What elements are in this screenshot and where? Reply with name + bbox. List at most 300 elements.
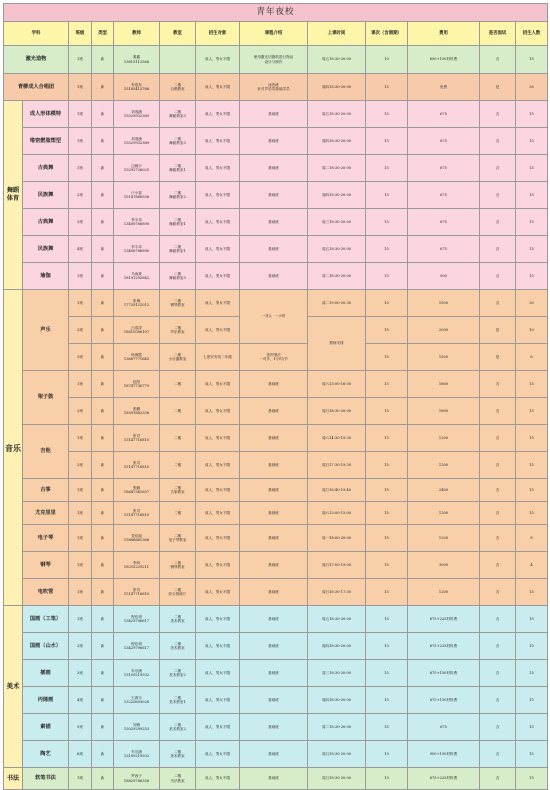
time-cell: 周二18:30-20:00 [308,263,366,290]
col-room: 教室 [160,22,196,46]
fee-cell: 675+150材料费 [408,660,480,687]
sessions-cell: 15 [366,236,408,263]
quota-cell: 15 [516,741,548,768]
category-music: 音乐 [4,290,23,606]
fee-cell: 1500 [408,290,480,317]
target-cell: 成人、男女不限 [196,46,240,74]
type-cell: 新 [92,263,114,290]
interview-cell: 是 [480,344,516,371]
time-cell: 周五18:30-20:00 [308,101,366,128]
intro-cell: 一对2、一小时 [240,290,308,344]
room-cell: 二楼 舞蹈教室1 [160,155,196,182]
room-cell: 二楼 电子琴教室 [160,525,196,552]
quota-cell: 15 [516,263,548,290]
intro-cell: 基础班 [240,633,308,660]
quota-cell: 15 [516,579,548,606]
col-time: 上课时间 [308,22,366,46]
class-cell: 1班 [69,74,92,101]
table-row [4,525,548,552]
interview-cell: 否 [480,552,516,579]
col-quota: 招生人数 [516,22,548,46]
subject-cell: 古典舞 [23,209,69,236]
table-row [4,633,548,660]
target-cell: 成人、男女不限 [196,155,240,182]
target-cell: 成人、男女不限 [196,101,240,128]
class-cell: 3班 [69,344,92,371]
subject-cell: 尤克里里 [23,502,69,525]
target-cell: 成人、男女不限 [196,552,240,579]
room-cell: 二楼 舞蹈教室1 [160,209,196,236]
sessions-cell: 15 [366,101,408,128]
type-cell: 新 [92,182,114,209]
time-cell: 周五18:30-20:00 [308,46,366,74]
time-cell: 周日17:30-19:30 [308,452,366,479]
sessions-cell: 15 [366,344,408,371]
target-cell: 成人、男女不限 [196,317,240,344]
teacher-cell: 张鹏 18647341657 [114,479,160,502]
sessions-cell: 15 [366,479,408,502]
class-cell: 6班 [69,741,92,768]
room-cell: 二楼 书法教室 [160,768,196,790]
type-cell: 新 [92,687,114,714]
class-cell: 1班 [69,479,92,502]
interview-cell: 否 [480,128,516,155]
intro-cell: 基础班 [240,660,308,687]
teacher-cell: 杨海霞 13687771643 [114,344,160,371]
time-cell: 周三18:30-20:00 [308,660,366,687]
subject-cell: 成人形体模特 [23,101,69,128]
fee-cell: 675 [408,714,480,741]
interview-cell: 否 [480,502,516,525]
class-cell: 2班 [69,633,92,660]
subject-cell: 电吹管 [23,579,69,606]
fee-cell: 2400 [408,479,480,502]
fee-cell: 1200 [408,579,480,606]
subject-cell: 陶艺 [23,741,69,768]
intro-cell: 基础班 [240,425,308,452]
category-art: 美术 [4,606,23,768]
subject-cell: 国画（山水） [23,633,69,660]
target-cell: 成人、男女不限 [196,525,240,552]
class-cell: 1班 [69,579,92,606]
interview-cell: 否 [480,182,516,209]
quota-cell: 15 [516,660,548,687]
subject-cell: 声乐 [23,290,69,371]
room-cell: 二楼 合唱教室 [160,74,196,101]
teacher-cell: 边翰宇 15292726025 [114,155,160,182]
quota-cell: 15 [516,714,548,741]
sessions-cell: 15 [366,741,408,768]
quota-cell: 15 [516,479,548,502]
type-cell: 新 [92,290,114,317]
target-cell: 成人、男女不限 [196,714,240,741]
quota-cell: 6 [516,344,548,371]
intro-cell: 基础班 [240,398,308,425]
target-cell: 成人、男女不限 [196,236,240,263]
fee-cell: 1200 [408,452,480,479]
sessions-cell: 10 [366,46,408,74]
room-cell: 二楼 美术教室 [160,633,196,660]
target-cell: 成人、男女不限 [196,209,240,236]
intro-cell: 基础班 [240,768,308,790]
room-cell: 二楼 小乐器教室 [160,344,196,371]
sessions-cell: 15 [366,633,408,660]
intro-cell: 迷你班 针对声乐零基础学员 [240,74,308,101]
sessions-cell: 15 [366,128,408,155]
intro-cell: 基础班 [240,714,308,741]
class-cell: 2班 [69,317,92,344]
fee-cell: 675 [408,236,480,263]
fee-cell: 900 [408,263,480,290]
class-cell: 2班 [69,182,92,209]
class-cell: 4班 [69,687,92,714]
intro-cell: 基础班 [240,452,308,479]
teacher-cell: 李尚 18292229211 [114,552,160,579]
sessions-cell: 15 [366,502,408,525]
fee-cell: 1800 [408,371,480,398]
target-cell: 成人、男女不限 [196,263,240,290]
type-cell: 新 [92,101,114,128]
quota-cell: 20 [516,290,548,317]
category-calligraphy: 书法 [4,768,23,790]
sessions-cell: 15 [366,317,408,344]
table-row [4,579,548,606]
type-cell: 新 [92,714,114,741]
page-title: 青年夜校 [4,4,548,22]
intro-cell: 基础班 [240,741,308,768]
sessions-cell: 15 [366,74,408,101]
table-row [4,452,548,479]
teacher-cell: 王源丰 13220659028 [114,687,160,714]
quota-cell: 15 [516,371,548,398]
interview-cell: 否 [480,101,516,128]
type-cell: 新 [92,74,114,101]
type-cell: 新 [92,479,114,502]
intro-cell: 基础班 [240,236,308,263]
time-cell: 周四18:30-20:00 [308,128,366,155]
quota-cell: 15 [516,768,548,790]
time-cell: 周日18:30-20:00 [308,768,366,790]
sessions-cell: 10 [366,290,408,317]
teacher-cell: 程佳玥 13429796617 [114,606,160,633]
type-cell: 新 [92,502,114,525]
interview-cell: 是 [480,317,516,344]
class-cell: 2班 [69,452,92,479]
teacher-cell: 张琳 17729121012 [114,290,160,317]
intro-cell: 基础班 [240,579,308,606]
class-cell: 3班 [69,660,92,687]
interview-cell: 否 [480,452,516,479]
subject-cell: 瑜伽 [23,263,69,290]
room-cell: 二楼 舞蹈教室3 [160,128,196,155]
interview-cell: 否 [480,425,516,452]
quota-cell: 15 [516,425,548,452]
type-cell: 新 [92,606,114,633]
class-cell: 1班 [69,263,92,290]
time-cell: 周四18:30-20:00 [308,633,366,660]
teacher-cell: 马雨萱 18191292842 [114,263,160,290]
table-row [4,606,548,633]
subject-cell: 激光造物 [4,46,69,74]
sessions-cell: 15 [366,687,408,714]
subject-cell: 青柳成人合唱团 [4,74,69,101]
interview-cell: 否 [480,741,516,768]
quota-cell: 15 [516,155,548,182]
time-cell: 周四18:30-20:00 [308,74,366,101]
interview-cell: 是 [480,74,516,101]
subject-cell: 丙烯画 [23,687,69,714]
target-cell: 成人、男女不限 [196,452,240,479]
type-cell: 新 [92,425,114,452]
table-row [4,479,548,502]
target-cell: 成人、男女不限 [196,579,240,606]
time-cell: 周五18:30-20:00 [308,606,366,633]
teacher-cell: 白浩泽 18810586107 [114,317,160,344]
teacher-cell: 刘骋 15029299253 [114,714,160,741]
target-cell: 成人、男女不限 [196,768,240,790]
fee-cell: 1200 [408,525,480,552]
teacher-cell: 刘逸涵 15529932369 [114,101,160,128]
teacher-cell: 党佳丽 15886661366 [114,525,160,552]
subject-cell: 软笔书法 [23,768,69,790]
time-cell: 教师安排 [308,317,366,371]
sessions-cell: 15 [366,398,408,425]
type-cell: 新 [92,660,114,687]
room-cell: 二楼 [160,425,196,452]
class-cell: 1班 [69,768,92,790]
quota-cell: 15 [516,633,548,660]
interview-cell: 否 [480,46,516,74]
type-cell: 新 [92,155,114,182]
table-row [4,425,548,452]
time-cell: 周四18:30-20:00 [308,182,366,209]
teacher-cell: 张司 15147716810 [114,579,160,606]
teacher-cell: 李浩东 15185415766 [114,74,160,101]
target-cell: 成人、男女不限 [196,606,240,633]
interview-cell: 否 [480,209,516,236]
sessions-cell: 15 [366,371,408,398]
sessions-cell: 15 [366,182,408,209]
table-row [4,128,548,155]
target-cell: 七度安安初二年级 [196,344,240,371]
time-cell: 周日16:30-17:30 [308,579,366,606]
fee-cell: 3000 [408,552,480,579]
teacher-cell: 卢小春 15147868556 [114,182,160,209]
col-type: 类型 [92,22,114,46]
col-class: 班级 [69,22,92,46]
fee-cell: 免费 [408,74,480,101]
room-cell: 二楼 [160,371,196,398]
time-cell: 周三18:30-20:00 [308,209,366,236]
intro-cell: 基础班 [240,263,308,290]
target-cell: 成人、男女不限 [196,660,240,687]
teacher-cell: 车宗涵 13109219932 [114,660,160,687]
intro-cell: 基础班 [240,479,308,502]
target-cell: 成人、男女不限 [196,128,240,155]
teacher-cell: 罗西子 18829786356 [114,768,160,790]
type-cell: 新 [92,317,114,344]
type-cell: 新 [92,633,114,660]
col-intro: 课程介绍 [240,22,308,46]
subject-cell: 钢琴 [23,552,69,579]
intro-cell: 美声唱法 一对多，1小时/节 [240,344,308,371]
room-cell: 二楼 美术教室 [160,606,196,633]
teacher-cell: 秦鑫 13615112566 [114,46,160,74]
intro-cell: 使用激光切割机进行物品 设计与制作 [240,46,308,74]
fee-cell: 675+225材料费 [408,606,480,633]
intro-cell: 基础班 [240,502,308,525]
room-cell: 二楼 [160,398,196,425]
room-cell: 二楼 钢琴教室 [160,552,196,579]
intro-cell: 基础班 [240,606,308,633]
quota-cell: 15 [516,452,548,479]
target-cell: 成人、男女不限 [196,687,240,714]
table-row [4,768,548,790]
quota-cell: 8 [516,525,548,552]
intro-cell: 基础班 [240,101,308,128]
class-cell: 3班 [69,209,92,236]
fee-cell: 1200 [408,425,480,452]
type-cell: 新 [92,525,114,552]
intro-cell: 基础班 [240,687,308,714]
time-cell: 周六13:00-16:00 [308,371,366,398]
fee-cell: 675 [408,101,480,128]
target-cell: 成人、男女不限 [196,479,240,502]
table-row [4,155,548,182]
fee-cell: 1500 [408,344,480,371]
table-row [4,182,548,209]
teacher-cell: 张鹏 18591882336 [114,398,160,425]
table-row [4,263,548,290]
class-cell: 1班 [69,425,92,452]
type-cell: 新 [92,128,114,155]
time-cell: 周一18:00-20:00 [308,525,366,552]
col-target: 招生对象 [196,22,240,46]
room-cell: 二楼 [160,452,196,479]
table-row [4,209,548,236]
quota-cell: 15 [516,398,548,425]
sessions-cell: 15 [366,552,408,579]
table-row [4,101,548,128]
type-cell: 新 [92,398,114,425]
fee-cell: 1200 [408,502,480,525]
table-row [4,398,548,425]
type-cell: 新 [92,371,114,398]
quota-cell: 15 [516,687,548,714]
fee-cell: 675+150材料费 [408,687,480,714]
quota-cell: 15 [516,101,548,128]
quota-cell: 15 [516,502,548,525]
table-row [4,290,548,317]
intro-cell: 基础班 [240,128,308,155]
time-cell: 周四18:30-20:00 [308,687,366,714]
intro-cell: 基础班 [240,371,308,398]
table-row [4,502,548,525]
room-cell: 二楼 钢琴教室 [160,290,196,317]
subject-cell: 国画（工笔） [23,606,69,633]
room-cell: 二楼 舞蹈教室1 [160,236,196,263]
room-cell: 二楼 古筝教室 [160,479,196,502]
sessions-cell: 15 [366,155,408,182]
interview-cell: 否 [480,398,516,425]
room-cell: 二楼 舞蹈教室3 [160,101,196,128]
fee-cell: 675 [408,209,480,236]
interview-cell: 否 [480,687,516,714]
target-cell: 成人、男女不限 [196,371,240,398]
interview-cell: 否 [480,768,516,790]
type-cell: 新 [92,236,114,263]
subject-cell: 插画 [23,660,69,687]
sessions-cell: 15 [366,263,408,290]
teacher-cell: 张司 15147716810 [114,452,160,479]
time-cell: 周五18:30-20:00 [308,236,366,263]
fee-cell: 675 [408,182,480,209]
subject-cell: 电子琴 [23,525,69,552]
time-cell: 周日16:40-19:40 [308,479,366,502]
fee-cell: 675+225材料费 [408,633,480,660]
class-cell: 1班 [69,606,92,633]
fee-cell: 675 [408,128,480,155]
table-row [4,552,548,579]
subject-cell: 民族舞 [23,182,69,209]
interview-cell: 否 [480,155,516,182]
interview-cell: 否 [480,660,516,687]
teacher-cell: 车宗涵 13109219932 [114,741,160,768]
room-cell: 二楼 美术教室2 [160,660,196,687]
teacher-cell: 张司 15147716810 [114,502,160,525]
interview-cell: 否 [480,714,516,741]
col-teacher: 教师 [114,22,160,46]
class-cell: 2班 [69,398,92,425]
type-cell: 新 [92,209,114,236]
interview-cell: 否 [480,525,516,552]
target-cell: 成人、男女不限 [196,398,240,425]
target-cell: 成人、男女不限 [196,74,240,101]
sessions-cell: 15 [366,768,408,790]
room-cell: 二楼 美术教室2 [160,714,196,741]
type-cell: 新 [92,741,114,768]
subject-cell: 民族舞 [23,236,69,263]
sessions-cell: 15 [366,660,408,687]
type-cell: 新 [92,452,114,479]
table-row [4,344,548,371]
teacher-cell: 赵阳 18747736779 [114,371,160,398]
type-cell: 新 [92,768,114,790]
target-cell: 成人、男女不限 [196,633,240,660]
room-cell: 二楼 美术教室1 [160,687,196,714]
type-cell: 新 [92,552,114,579]
room-cell: 二楼 舞蹈教室3 [160,263,196,290]
col-fee: 费用 [408,22,480,46]
table-row [4,74,548,101]
fee-cell: 650+150材料费 [408,46,480,74]
quota-cell: 15 [516,128,548,155]
table-row [4,236,548,263]
table-row [4,371,548,398]
col-interview: 是否面试 [480,22,516,46]
subject-cell: 古筝 [23,479,69,502]
subject-cell: 古典舞 [23,155,69,182]
interview-cell: 否 [480,236,516,263]
room-cell [160,46,196,74]
time-cell: 周六13:00-15:00 [308,502,366,525]
col-subject: 学科 [4,22,69,46]
teacher-cell: 张司 15147716810 [114,425,160,452]
sessions-cell: 15 [366,452,408,479]
teacher-cell: 李宇卓 13408786890 [114,209,160,236]
teacher-cell: 程佳玥 13429796617 [114,633,160,660]
fee-cell: 1800 [408,398,480,425]
